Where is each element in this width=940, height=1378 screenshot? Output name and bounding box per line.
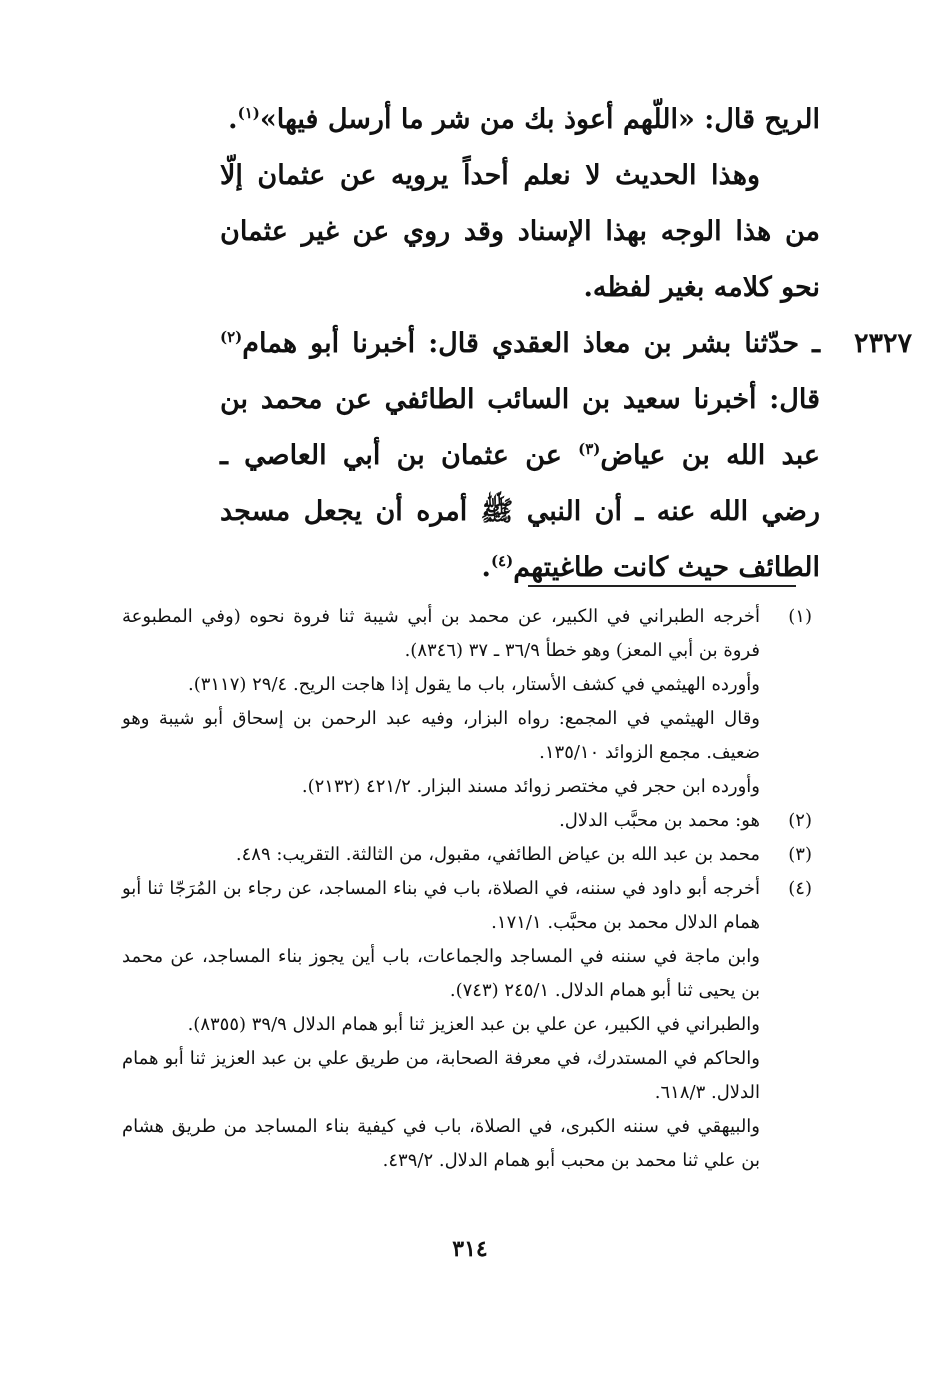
footnote-line: وأورده ابن حجر في مختصر زوائد مسند البزار. ٤٢١/٢ (٢١٣٢).	[301, 776, 760, 797]
footnote-number: (٣)	[788, 844, 812, 865]
footnote-1	[122, 600, 812, 804]
footnote-3	[122, 838, 812, 872]
footnote-line: هو: محمد بن محبَّب الدلال.	[559, 810, 760, 831]
hadith-block	[220, 316, 912, 596]
footnote-line: والحاكم في المستدرك، في معرفة الصحابة، من طريق علي بن عبد العزيز ثنا أبو همام الدلال. ٦١٨/٣.	[122, 1048, 760, 1103]
footnote-line: أخرجه الطبراني في الكبير، عن محمد بن أبي شيبة ثنا فروة نحوه (وفي المطبوعة فروة بن أبي المعز) وهو خطأ ٣٦/٩ ـ ٣٧ (٨٣٤٦).	[122, 606, 760, 661]
footnote-number: (٢)	[788, 810, 812, 831]
paragraph-1-end: .	[228, 104, 238, 135]
footnote-line: وأورده الهيثمي في كشف الأستار، باب ما يقول إذا هاجت الريح. ٢٩/٤ (٣١١٧).	[187, 674, 760, 695]
hadith-text-b: قال: أخبرنا سعيد بن السائب الطائفي عن محمد بن عبد الله بن عياض	[220, 384, 820, 471]
footnote-ref-4: (٤)	[490, 552, 514, 570]
footnote-line: والطبراني في الكبير، عن علي بن عبد العزيز ثنا أبو همام الدلال ٣٩/٩ (٨٣٥٥).	[187, 1014, 760, 1035]
footnote-line: والبيهقي في سننه الكبرى، في الصلاة، باب في كيفية بناء المساجد من طريق هشام بن علي ثنا محمد بن محبب أبو همام الدلال. ٤٣٩/٢.	[122, 1116, 760, 1171]
paragraph-1	[220, 92, 820, 148]
page-number: ٣١٤	[452, 1236, 488, 1262]
paragraph-2: وهذا الحديث لا نعلم أحداً يرويه عن عثمان إلّا من هذا الوجه بهذا الإسناد وقد روي عن غير عثمان نحو كلامه بغير لفظه.	[220, 160, 820, 303]
footnote-ref-1: (١)	[237, 104, 260, 122]
paragraph-1-text: الريح قال: «اللّهم أعوذ بك من شر ما أرسل فيها»	[259, 104, 820, 135]
footnote-line: وابن ماجة في سننه في المساجد والجماعات، باب أين يجوز بناء المساجد، عن محمد بن يحيى ثنا أبو همام الدلال. ٢٤٥/١ (٧٤٣).	[122, 946, 760, 1001]
footnote-4	[122, 872, 812, 1178]
footnote-line: وقال الهيثمي في المجمع: رواه البزار، وفيه عبد الرحمن بن إسحاق أبو شيبة وهو ضعيف. مجمع الزوائد ١٣٥/١٠.	[122, 708, 760, 763]
hadith-text-d: .	[481, 552, 491, 583]
hadith-number: ٢٣٢٧	[853, 328, 912, 359]
footnote-ref-3: (٣)	[578, 440, 601, 458]
footnote-number: (٤)	[788, 878, 812, 899]
footnote-number: (١)	[788, 606, 812, 627]
footnotes	[122, 600, 812, 1178]
footnote-2	[122, 804, 812, 838]
main-text	[220, 92, 912, 596]
footnote-line: محمد بن عبد الله بن عياض الطائفي، مقبول، من الثالثة. التقريب: ٤٨٩.	[235, 844, 760, 865]
hadith-text-a: ـ حدّثنا بشر بن معاذ العقدي قال: أخبرنا أبو همام	[242, 328, 820, 359]
footnote-separator	[528, 585, 796, 587]
hadith-text-c: عن عثمان بن أبي العاصي ـ رضي الله عنه ـ أن النبي ﷺ أمره أن يجعل مسجد الطائف حيث كانت طاغيتهم	[220, 440, 820, 583]
footnote-ref-2: (٢)	[220, 328, 243, 346]
footnote-line: أخرجه أبو داود في سننه، في الصلاة، باب في بناء المساجد، عن رجاء بن المُرَجّا ثنا أبو همام الدلال محمد بن محبَّب. ١٧١/١.	[122, 878, 760, 933]
